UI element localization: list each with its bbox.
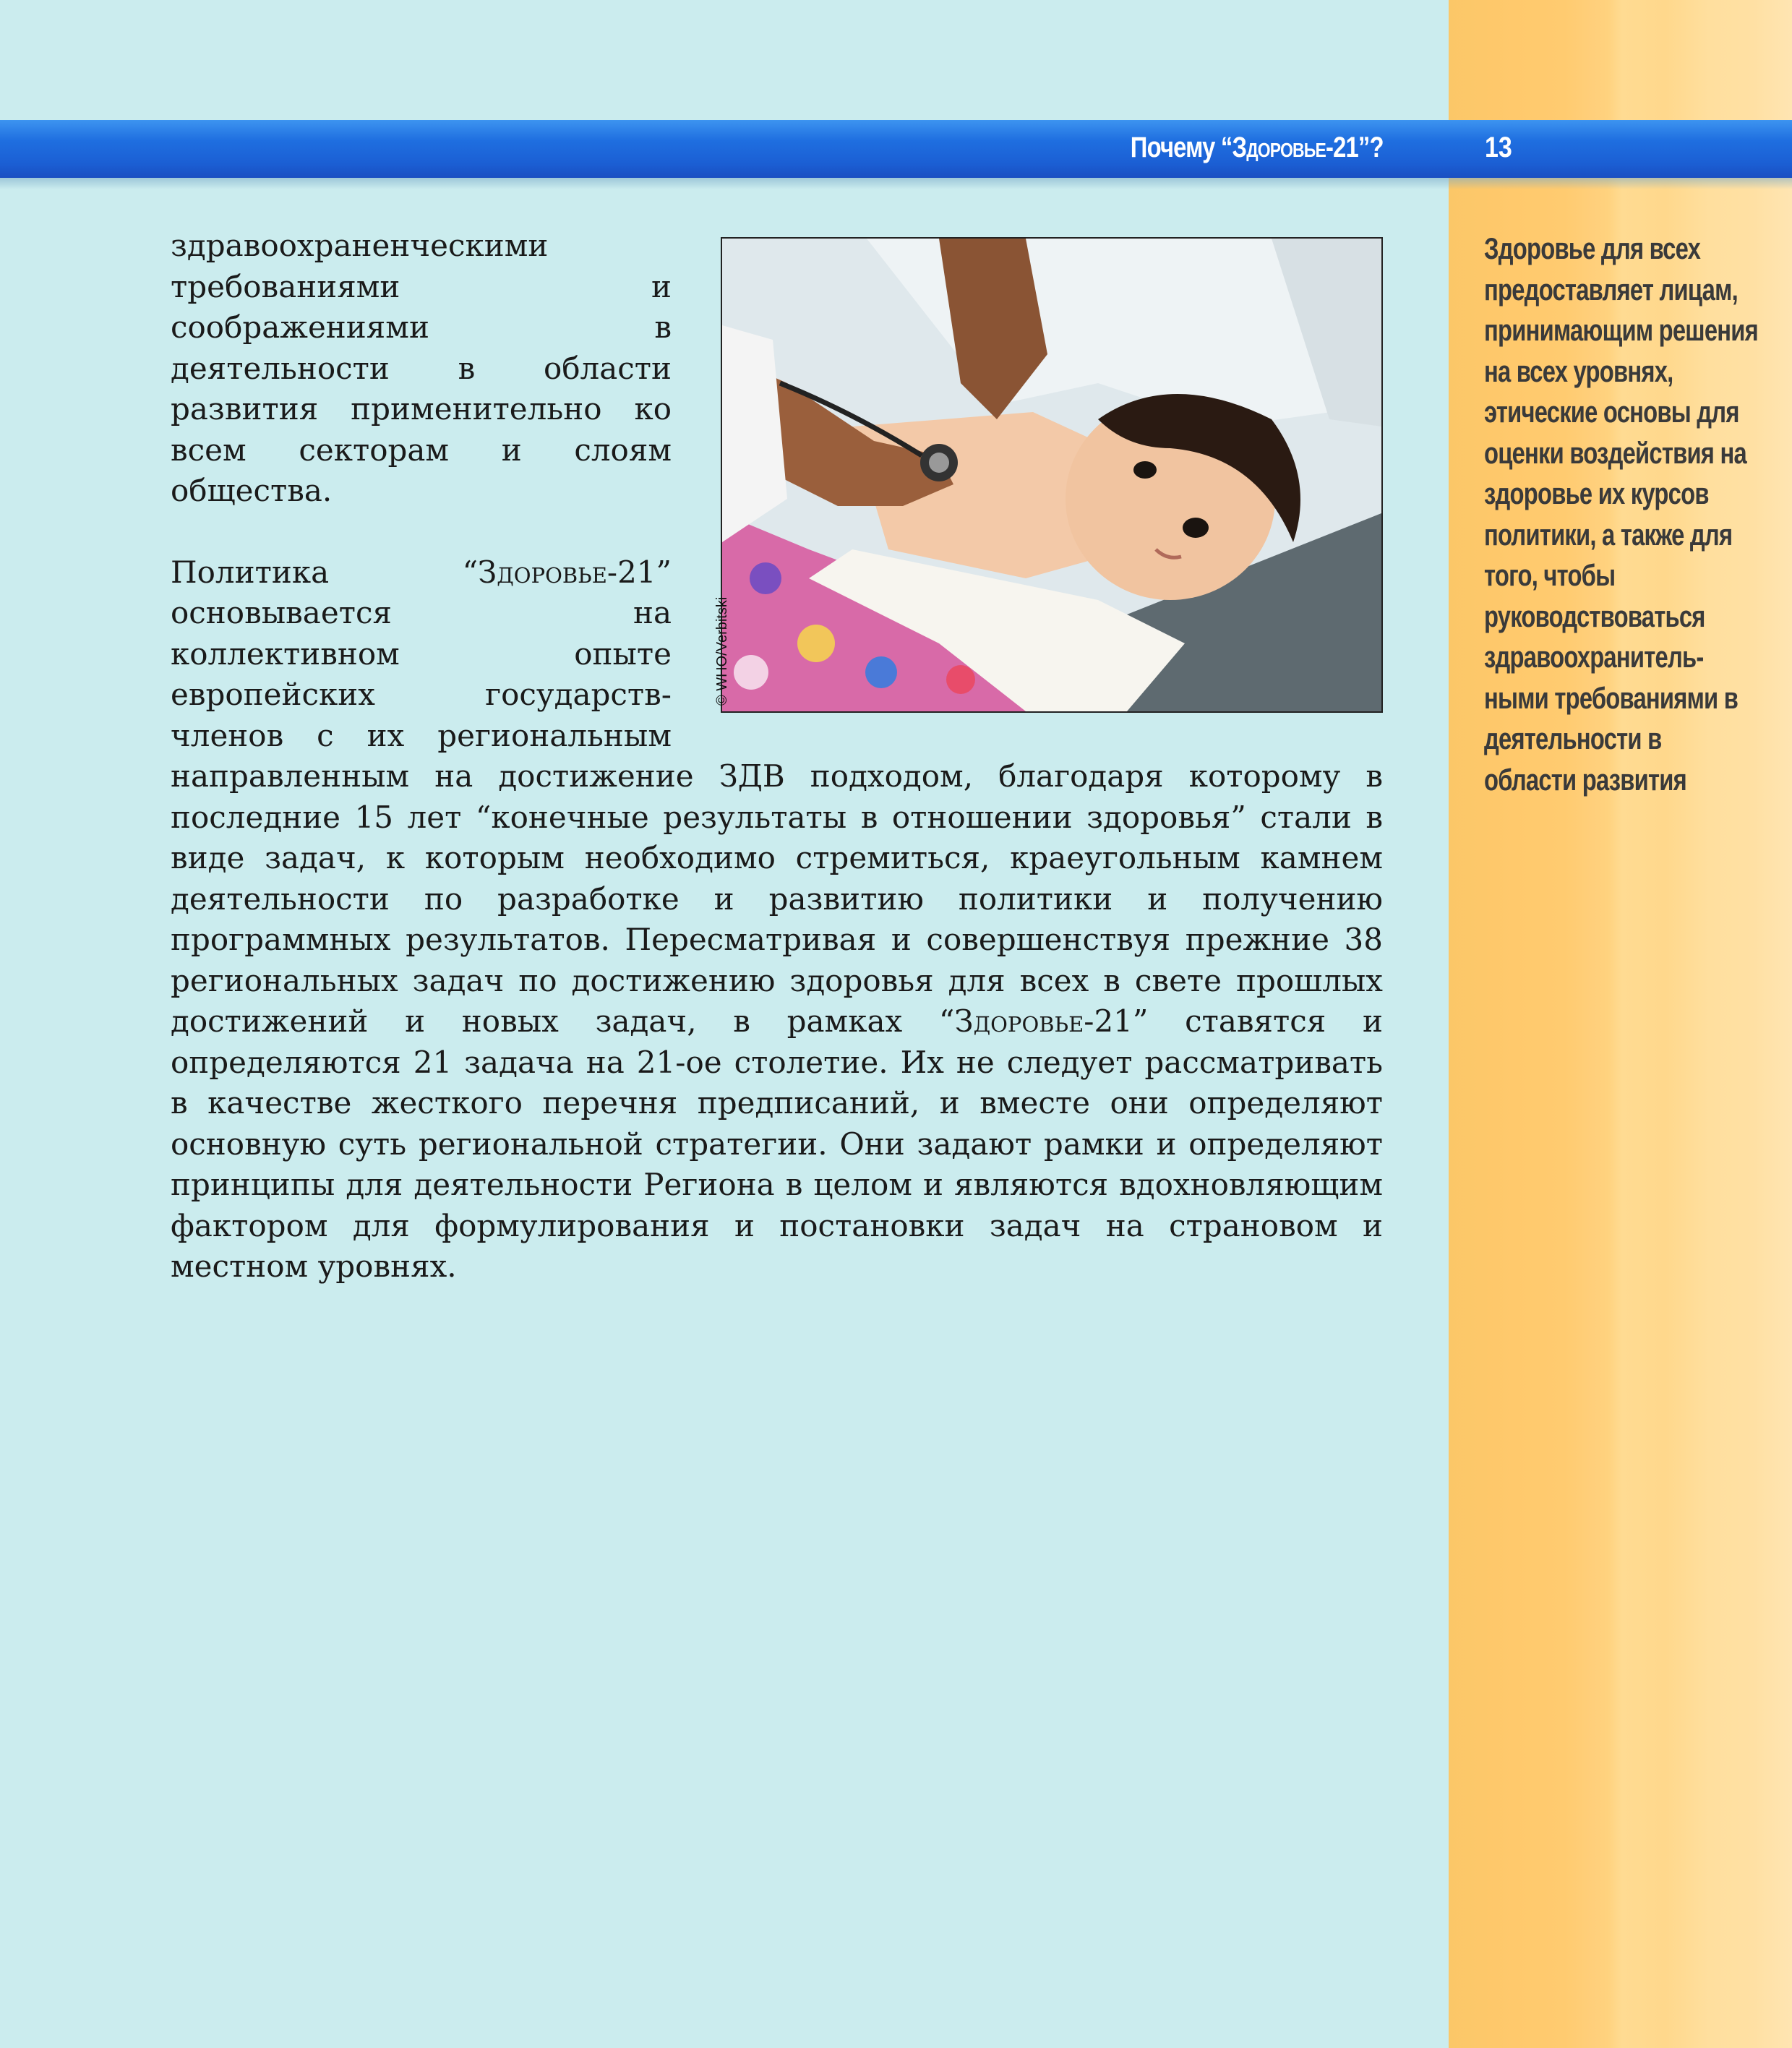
sidebar-pull-quote: Здоровье для всех предоставляет лицам, принимающим решения на всех уровнях, этические основы для оценки воздействия на здоровье их курсов политики, а также для того, чтобы руководствоваться здравоохранитель- ными требованиями в деятельности в области развития — [1484, 231, 1758, 797]
running-header-title: Почему “Здоровье-21”? — [1131, 132, 1384, 163]
photo-block — [705, 237, 1383, 726]
main-text-column — [171, 226, 1383, 1288]
photo-doctor-examining-baby — [721, 237, 1383, 713]
photo-illustration — [722, 239, 1381, 711]
paragraph-1: здравоохраненческими требованиями и соображениями в деятельности в области развития применительно ко всем секторам и слоям общества. — [171, 228, 672, 508]
page-number: 13 — [1485, 132, 1512, 163]
header-shadow — [0, 178, 1792, 189]
header-band — [0, 120, 1792, 178]
photo-credit: © WHO/Verbitski — [714, 596, 730, 706]
paragraph-2: Политика “Здоровье-21” основывается на коллективном опыте европейских государств-членов с их региональным направленным на достижение ЗДВ подходом, благодаря которому в последние 15 лет “конечные результаты в отношении здоровья” стали в виде задач, к которым необходимо стремиться, краеугольным камнем деятельности по разработке и развитию политики и получению программных результатов. Пересматривая и совершенствуя прежние 38 региональных задач по достижению здоровья для всех в свете прошлых достижений и новых задач, в рамках “Здоровье-21” ставятся и определяются 21 задача на 21-ое столетие. Их не следует рассматривать в качестве жесткого перечня предписаний, и вместе они определяют основную суть региональной стратегии. Они задают рамки и определяют принципы для деятельности Региона в целом и являются вдохновляющим фактором для формулирования и постановки задач на страновом и местном уровнях. — [171, 554, 1383, 1284]
